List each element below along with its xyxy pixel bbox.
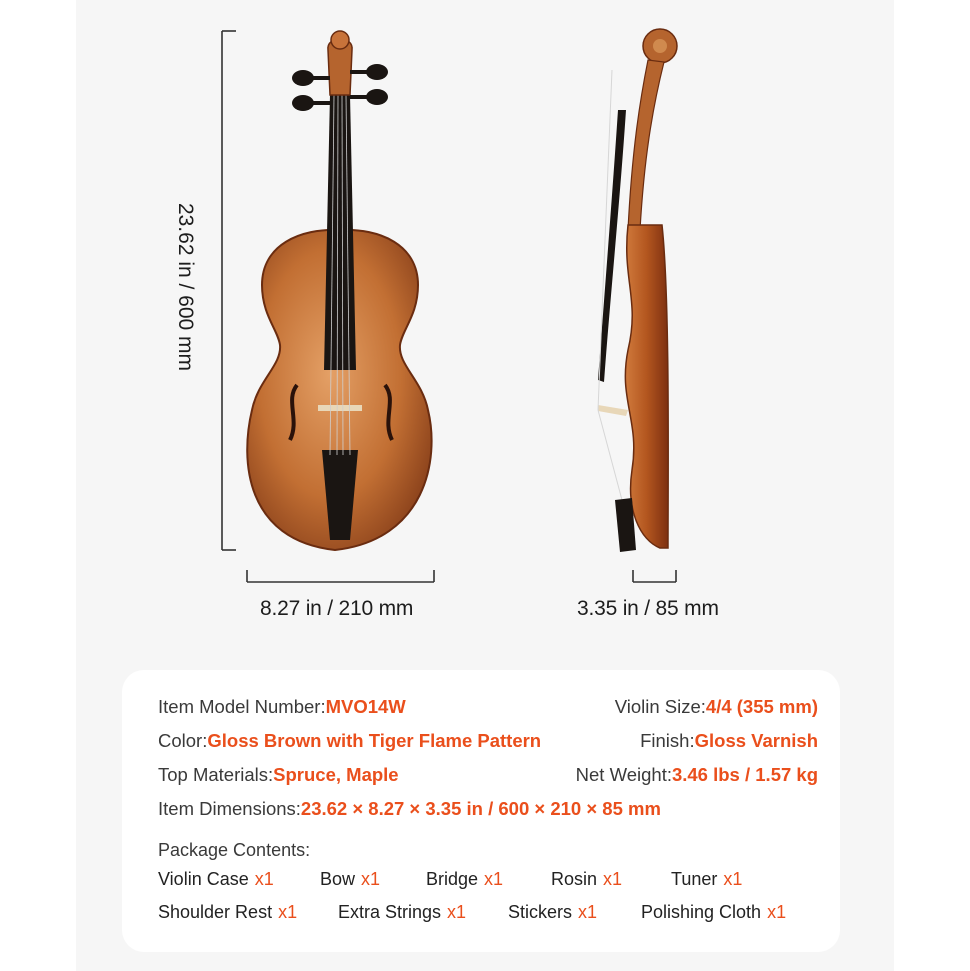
width-dimension-label: 8.27 in / 210 mm [260, 597, 414, 620]
violin-front-view [247, 31, 431, 550]
package-item: Tuner x1 [671, 869, 743, 889]
package-item: Polishing Cloth x1 [641, 902, 787, 922]
package-item: Bridge x1 [426, 869, 504, 889]
depth-dimension-line [633, 570, 676, 582]
spec-finish: Finish:Gloss Varnish [640, 730, 818, 751]
width-dimension-line [247, 570, 434, 582]
height-dimension-line [222, 31, 236, 550]
package-item: Violin Case x1 [158, 869, 274, 889]
height-dimension-label: 23.62 in / 600 mm [174, 202, 197, 372]
package-contents-title: Package Contents: [158, 840, 311, 860]
package-item: Rosin x1 [551, 869, 623, 889]
package-item: Bow x1 [320, 869, 381, 889]
depth-dimension-label: 3.35 in / 85 mm [577, 597, 719, 620]
specifications-card [122, 670, 840, 952]
spec-materials: Top Materials:Spruce, Maple [158, 764, 399, 785]
package-item: Stickers x1 [508, 902, 598, 922]
spec-weight: Net Weight:3.46 lbs / 1.57 kg [575, 764, 818, 785]
spec-color: Color:Gloss Brown with Tiger Flame Pattern [158, 730, 542, 751]
package-item: Extra Strings x1 [338, 902, 467, 922]
violin-side-view [598, 29, 677, 552]
spec-dimensions: Item Dimensions:23.62 × 8.27 × 3.35 in / 600 × 210 × 85 mm [158, 798, 661, 819]
spec-model: Item Model Number:MVO14W [158, 696, 406, 717]
package-item: Shoulder Rest x1 [158, 902, 298, 922]
spec-size: Violin Size:4/4 (355 mm) [614, 696, 818, 717]
